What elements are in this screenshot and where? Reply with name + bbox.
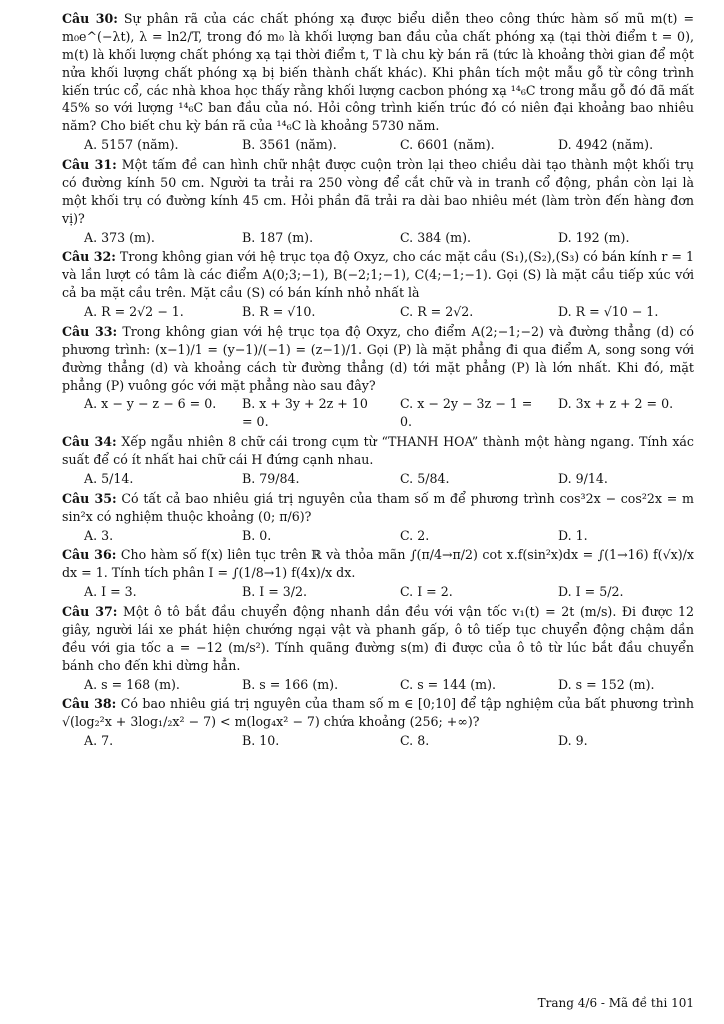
option-c[interactable]: C. 6601 (năm). xyxy=(400,137,495,153)
question-36 xyxy=(62,546,694,601)
question-line: Sự phân rã của các chất phóng xạ được biểu diễn theo công thức hàm số mũ m(t) = m₀e^(−λt), λ = ln2/T, trong đó m₀ là khối lượng ban đầu của chất phóng xạ (tại thời điểm t = 0), m(t) xyxy=(62,11,694,62)
option-b[interactable]: B. I = 3/2. xyxy=(242,584,308,600)
question-38 xyxy=(62,695,694,750)
option-d[interactable]: D. 9/14. xyxy=(558,470,608,486)
option-b[interactable]: B. 79/84. xyxy=(242,470,300,486)
question-text xyxy=(62,603,694,675)
option-c[interactable]: C. s = 144 (m). xyxy=(400,676,497,692)
exam-page xyxy=(62,10,694,752)
option-b[interactable]: B. 187 (m). xyxy=(242,229,314,245)
question-line: phân I = ∫(1/8→1) f(4x)/x dx. xyxy=(172,565,356,581)
question-line: là khối lượng chất phóng xạ tại thời điểm t, T là chu kỳ bán rã (tức là khoảng thời gian để một nửa khối lượng chất phóng xạ bị biến thành chất khác). Khi phân tích một mẫu gỗ từ công trình kiến trúc cổ, các nhà khoa học thấy rằng khối lượng cacbon phóng xạ ¹⁴₆C trong mẫu gỗ đó đã mất 45% so với lượng ¹⁴₆C xyxy=(62,46,694,116)
answer-options xyxy=(62,303,694,321)
option-d[interactable]: D. 9. xyxy=(558,733,588,749)
option-a[interactable]: A. R = 2√2 − 1. xyxy=(84,304,184,319)
option-c[interactable]: C. I = 2. xyxy=(400,584,453,600)
option-d[interactable]: D. 192 (m). xyxy=(558,229,630,245)
option-d[interactable]: D. s = 152 (m). xyxy=(558,676,655,692)
question-text xyxy=(62,248,694,302)
answer-options xyxy=(62,470,694,488)
question-line: ban đầu của nó. Hỏi công trình kiến trúc đó có niên đại khoảng bao nhiêu năm? Cho biết chu kỳ bán rã của ¹⁴₆C là khoảng 5730 năm. xyxy=(62,100,695,134)
option-a[interactable]: A. x − y − z − 6 = 0. xyxy=(84,396,217,412)
question-text xyxy=(62,433,694,469)
question-label: Câu 33: xyxy=(62,323,118,339)
option-d[interactable]: D. 1. xyxy=(558,527,588,543)
option-d[interactable]: D. 4942 (năm). xyxy=(558,137,654,153)
answer-options xyxy=(62,229,694,247)
option-b[interactable]: B. x + 3y + 2z + 10 = 0. xyxy=(242,396,368,430)
question-text xyxy=(62,695,694,731)
question-line: Có tất cả bao nhiêu giá trị nguyên của tham số m để phương trình cos³2x − cos²2x = m sin²x có nghiệm thuộc khoảng (0; π/6)? xyxy=(62,490,694,524)
option-d[interactable]: D. R = √10 − 1. xyxy=(558,304,659,319)
question-text xyxy=(62,10,694,135)
option-b[interactable]: B. R = √10. xyxy=(242,304,316,319)
question-label: Câu 31: xyxy=(62,157,117,172)
question-37 xyxy=(62,603,694,693)
option-a[interactable]: A. 3. xyxy=(84,527,114,543)
question-33 xyxy=(62,323,694,431)
question-32 xyxy=(62,248,694,321)
question-label: Câu 30: xyxy=(62,11,118,26)
option-c[interactable]: C. 8. xyxy=(400,733,430,749)
page-footer: Trang 4/6 - Mã đề thi 101 xyxy=(537,995,694,1010)
option-a[interactable]: A. 373 (m). xyxy=(84,229,155,245)
question-label: Câu 37: xyxy=(62,604,118,619)
option-c[interactable]: C. 2. xyxy=(400,527,430,543)
answer-options xyxy=(62,136,694,154)
option-c[interactable]: C. 5/84. xyxy=(400,470,450,486)
option-c[interactable]: C. 384 (m). xyxy=(400,229,472,245)
option-a[interactable]: A. 5/14. xyxy=(84,470,134,486)
question-31 xyxy=(62,156,694,246)
question-label: Câu 32: xyxy=(62,249,116,265)
option-b[interactable]: B. 0. xyxy=(242,527,272,543)
option-d[interactable]: D. I = 5/2. xyxy=(558,584,624,600)
question-line: Một tấm đề can hình chữ nhật được cuộn tròn lại theo chiều dài tạo thành một khối trụ có đường kính 50 cm. Người ta trải ra 250 vòng để cắt chữ và in tranh cổ động, phần còn lại là một khối trụ có đường kính 45 cm. Hỏi phần đã trải ra dài bao nhiêu mét (làm tròn đến hàng đơn vị)? xyxy=(62,157,694,226)
option-a[interactable]: A. 7. xyxy=(84,733,114,749)
answer-options xyxy=(62,527,694,545)
question-30 xyxy=(62,10,694,154)
option-c[interactable]: C. R = 2√2. xyxy=(400,304,474,319)
question-line: Trong không gian với hệ trục tọa độ Oxyz, cho các mặt cầu (S₁),(S₂),(S₃) có bán kính r = 1 và lần lượt có tâm là các điểm A(0;3;−1), B(−2;1;−1), C(4;−1;−1). Gọi (S) là mặt cầu tiếp xúc với cả ba mặt cầu trên. Mặt cầu (S) có bán kính nhỏ nhất là xyxy=(62,249,694,301)
question-35 xyxy=(62,490,694,545)
option-a[interactable]: A. s = 168 (m). xyxy=(84,676,180,692)
question-label: Câu 35: xyxy=(62,490,117,506)
option-b[interactable]: B. 3561 (năm). xyxy=(242,137,337,153)
question-line: Có bao nhiêu giá trị nguyên của tham số m ∈ [0;10] để tập nghiệm của bất phương trình √(log₂²x + 3log₁/₂x² − 7) < m(log₄x² − 7) chứa khoảng (256; +∞)? xyxy=(62,696,694,730)
answer-options xyxy=(62,676,694,694)
question-line: Cho hàm số f(x) liên tục trên ℝ và thỏa mãn ∫(π/4→π/2) cot x.f(sin²x)dx = ∫(1→16) f(√x)/x dx = 1. Tính tích xyxy=(62,547,694,581)
option-c[interactable]: C. x − 2y − 3z − 1 = 0. xyxy=(400,396,533,430)
question-line: Một ô tô bắt đầu chuyển động nhanh dần đều với vận tốc v₁(t) = 2t (m/s). Đi được 12 giây, người lái xe phát hiện chướng ngại vật và phanh gấp, ô tô tiếp tục chuyển động chậm dần đều với gia tốc a = −12 (m/s²). Tính quãng đường s(m) đi được của ô tô từ lúc bắt đầu chuyển bánh cho đến khi dừng hẳn. xyxy=(62,604,694,673)
question-text xyxy=(62,490,694,526)
question-line: Xếp ngẫu nhiên 8 chữ cái trong cụm từ “THANH HOA” thành một hàng ngang. Tính xác suất để có ít nhất hai chữ cái H đứng cạnh nhau. xyxy=(62,434,694,467)
question-34 xyxy=(62,433,694,488)
question-text xyxy=(62,156,694,228)
option-a[interactable]: A. I = 3. xyxy=(84,584,137,600)
answer-options xyxy=(62,395,694,431)
question-text xyxy=(62,546,694,582)
question-label: Câu 38: xyxy=(62,696,117,712)
question-label: Câu 34: xyxy=(62,434,117,450)
question-text xyxy=(62,323,694,395)
option-a[interactable]: A. 5157 (năm). xyxy=(84,137,179,153)
option-d[interactable]: D. 3x + z + 2 = 0. xyxy=(558,396,674,412)
option-b[interactable]: B. s = 166 (m). xyxy=(242,676,339,692)
answer-options xyxy=(62,583,694,601)
answer-options xyxy=(62,732,694,750)
question-label: Câu 36: xyxy=(62,547,117,563)
option-b[interactable]: B. 10. xyxy=(242,733,280,749)
question-line: Trong không gian với hệ trục tọa độ Oxyz, cho điểm A(2;−1;−2) và đường thẳng (d) có phương trình: (x−1)/1 = (y−1)/(−1) = (z−1)/1. Gọi (P) là mặt phẳng đi qua điểm A, song song với đường thẳng (d) và khoảng cách từ đường thẳng (d) tới mặt phẳng (P) là lớn nhất. Khi đó, mặt phẳng (P) vuông góc với mặt phẳng nào sau đây? xyxy=(62,323,694,393)
